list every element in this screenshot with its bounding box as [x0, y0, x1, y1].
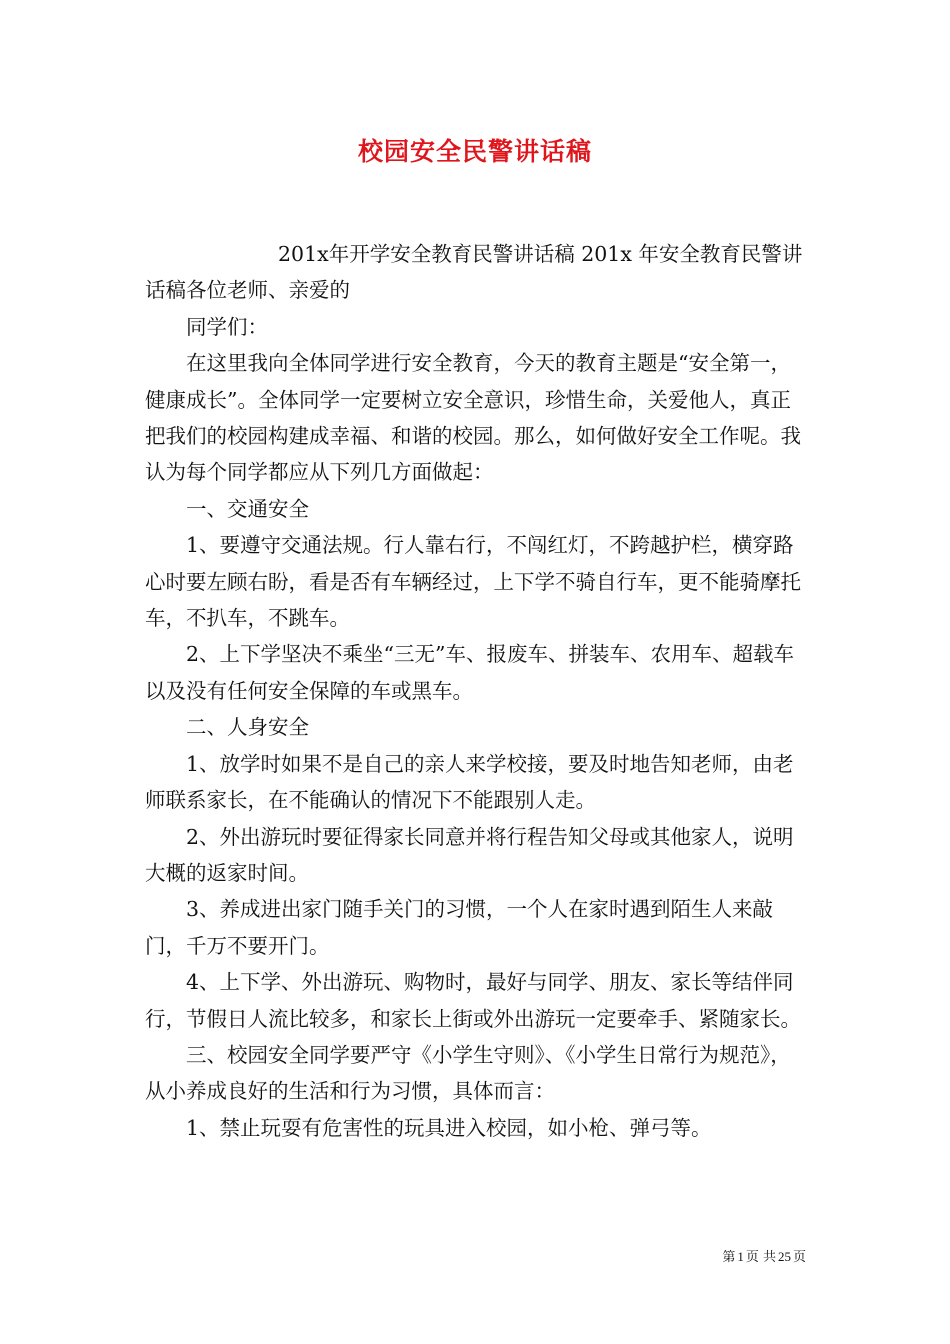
paragraph: 1、放学时如果不是自己的亲人来学校接，要及时地告知老师，由老师联系家长，在不能确认的情况下不能跟别人走。: [145, 751, 794, 813]
document-title: 校园安全民警讲话稿: [357, 137, 592, 166]
footer-prefix: 第: [722, 1250, 736, 1265]
document-body: [145, 236, 807, 1146]
paragraph: 2、上下学坚决不乘坐“三无”车、报废车、拼装车、农用车、超载车以及没有任何安全保障的车或黑车。: [145, 642, 795, 703]
paragraph: 4、上下学、外出游玩、购物时，最好与同学、朋友、家长等结伴同行，节假日人流比较多，和家长上街或外出游玩一定要牵手、紧随家长。: [145, 970, 801, 1031]
section-heading: 三、校园安全同学要严守《小学生守则》、《小学生日常行为规范》，从小养成良好的生活和行为习惯，具体而言：: [145, 1042, 791, 1104]
paragraph: 2、外出游玩时要征得家长同意并将行程告知父母或其他家人，说明大概的返家时间。: [145, 824, 794, 885]
paragraph: 1、要遵守交通法规。行人靠右行，不闯红灯，不跨越护栏，横穿路心时要左顾右盼，看是否有车辆经过，上下学不骑自行车，更不能骑摩托车，不扒车，不跳车。: [145, 533, 801, 631]
paragraph: 在这里我向全体同学进行安全教育，今天的教育主题是“安全第一，健康成长”。全体同学一定要树立安全意识，珍惜生命，关爱他人，真正把我们的校园构建成幸福、和谐的校园。那么，如何做好安全工作呢。我认为每个同学都应从下列几方面做起：: [145, 351, 801, 485]
footer-suffix: 页: [792, 1250, 806, 1265]
section-heading: 一、交通安全: [186, 496, 309, 521]
current-page-number: 1: [737, 1249, 744, 1264]
paragraph: 1、禁止玩耍有危害性的玩具进入校园，如小枪、弹弓等。: [186, 1115, 712, 1140]
page-number-footer: [722, 1246, 806, 1265]
paragraph: 201x年开学安全教育民警讲话稿 201x 年安全教育民警讲话稿各位老师、亲爱的: [145, 242, 803, 303]
footer-middle: 页 共: [745, 1250, 776, 1265]
section-heading: 二、人身安全: [186, 715, 309, 740]
total-page-number: 25: [777, 1249, 791, 1264]
paragraph: 3、养成进出家门随手关门的习惯，一个人在家时遇到陌生人来敲门，千万不要开门。: [145, 897, 774, 958]
paragraph: 同学们：: [186, 314, 268, 339]
